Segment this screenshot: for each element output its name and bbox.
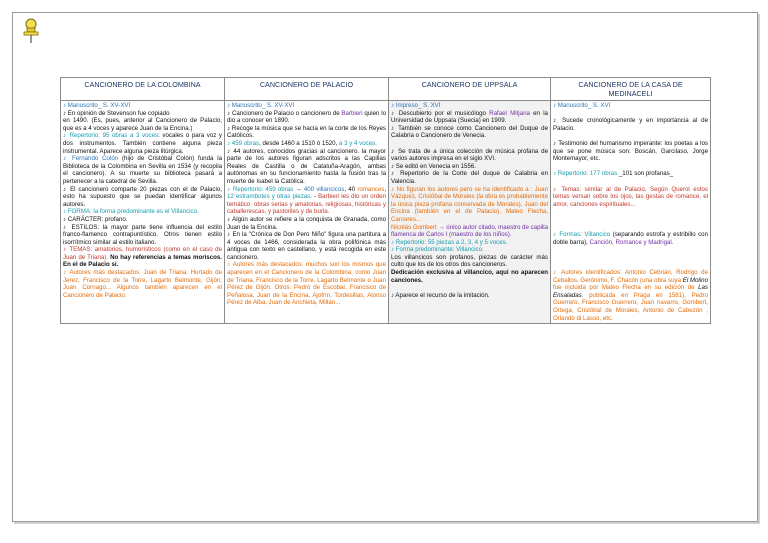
cell-colombina: ♪ Manuscrito_ S. XV-XVI ♪ En opinión de Stevenson fue copiado en 1490. (Es, pues, anterior al Cancionero de Palacio, que es a 4 voces y aparece Juan de la Encina.) ♪ Repertorio: 95 obras a 3 voces: vocales o para voz y dos instrumentos. También contiene alguna pieza instrumental. Aparece alguna pieza litúrgica. ♪ Fernando Colón (hijo de Cristóbal Colón) funda la Biblioteca de la Colombina en Sevilla en 1534 (y recopila el cancionero). A su muerte su biblioteca pasará a pertenecer a la catedral de Sevilla. ♪ El cancionero comparte 20 piezas con el de Palacio, esto ha supuesto que se puedan identificar algunos autores. ♪ FORMA: la forma predominante es el Villancico. ♪ CARÁCTER: profano. ♪ ESTILOS: la mayor parte tiene influencia del estilo franco-flamenco contrapuntístico. Otros tienen estilo isorrítmico similar al estilo italiano. ♪ TEMAS: amatorios, humorísticos (como en el caso de Juan de Triana). No hay referencias a temas moriscos. En el de Palacio sí. ♪ Autores más destacados: Juan de Triana, Hurtado de Jerez, Francisco de la Torre, Lagarto Belmonte, Gijón, Juan Cornago... Algunos también aparecen en el Cancionero de Palacio. [61,101,225,324]
header-colombina: CANCIONERO DE LA COLOMBINA [61,78,225,101]
header-palacio: CANCIONERO DE PALACIO [225,78,389,101]
cell-medinaceli: ♪ Manuscrito_ S. XVI ♪ Sucede cronológicamente y en importancia al de Palacio. ♪ Testimonio del humanismo imperante: los poetas a los que se pone música son: Boscán, Garcilaso, Jorge Montemayor, etc. ♪ Repertorio: 177 obras _101 son profanas_ ♪ Temas: similar al de Palacio. Según Querol estos temas versan sobre los ojos, las gestas de romance, el amor, canciones espirituales... ♪ Formas: Villancico (separando estrofa y estribillo con doble barra), Canción, Romance y Madrigal. ♪ Autores identificados: Antonio Cebrián, Rodrigo de Ceballos, Gerónimo, F. Chacón (una obra suya El Molino fue incluida por Mateo Flecha en su edición de Las Ensaladas, publicada en Praga en 1581), Pedro Guerrero, Francisco Guerrero, Juan navarro, Gombert, Ortega, Cristóbal de Morales, Antonio de Cabezón , Orlando di Lasso, etc. [551,101,711,324]
cell-uppsala: ♪ Impreso_ S. XVI ♪ Descubierto por el musicólogo Rafael Mitjana en la Universidad de Uppsala (Suecia) en 1909. ♪ También se conoce como Cancionero del Duque de Calabria o Cancionero de Venecia. ♪ Se trata de a única colección de música profana de varios autores impresa en el siglo XVI. ♪ Se editó en Venecia en 1556. ♪ Repertorio de la Corte del duque de Calabria en Valencia. ♪ No figuran los autores pero se ha identificado a : Juan Vázquez, Cristóbal de Morales (la obra es probablemente la única pieza profana conservada de Morales), Juan del Encina (también en el de Palacio), Mateo Flecha, Carceres... Nicolás Gombert → único autor citado, maestro de capilla flamenca de Carlos I (maestro de los niños). ♪ Repertorio: 55 piezas a 2, 3, 4 y 5 voces. ♪ Forma predominante: Villancico. Los villancicos son profanos, piezas de carácter más culto que los de los otros dos cancioneros. Dedicación exclusiva al villancico, aquí no aparecen canciones. ♪ Aparece el recurso de la imitación. [389,101,551,324]
cancioneros-table [60,77,711,324]
header-medinaceli: CANCIONERO DE LA CASA DE MEDINACELI [551,78,711,101]
content-row [61,101,711,324]
header-row [61,78,711,101]
cell-palacio: ♪ Manuscrito_ S. XV-XVI ♪ Cancionero de Palacio o cancionero de Barbieri quien lo dio a conocer en 1890. ♪ Recoge la música que se hacía en la corte de los Reyes Católicos. ♪ 459 obras, desde 1460 a 1510 ó 1520, a 3 y 4 voces. ♪ 44 autores, conocidos gracias al cancionero. la mayor parte de los autores figuran adscritos a las Capillas Reales de Castilla o de Cataluña-Aragón, ambas autónomas en su funcionamiento hasta la fusión tras la muerte de Isabel la Católica. ♪ Repertorio: 459 obras → 400 villancicos, 40 romances, 12 estrambotes y otras piezas. - Barbieri les dio un orden temático: obras serias y amatorias, religiosas, históricas y caballerescas, y pastoriles y de burla. ♪ Algún autor se refiere a la conquista de Granada, como Juan de la Encina. ♪ En la "Crónica de Don Pero Niño" figura una partitura a 4 voces de 1466, considerada la obra polifónica más antigua con texto en castellano, y está recogida en este cancionero. ♪ Autores más destacados: muchos son los mismos que aparecen en el Cancionero de la Colombina, como Juan de Triana, Francisco de la Torre, Lagarto Belmonte o Juan Pérez de Gijón. Otros: Pedro de Escobar, Francisco de Peñalosa, Juan de la Encina, Ajofrín, Tordesillas, Alonso Pérez de Alba, Juan de Anchieta, Millán... [225,101,389,324]
header-uppsala: CANCIONERO DE UPPSALA [389,78,551,101]
pushpin-icon [22,18,40,44]
